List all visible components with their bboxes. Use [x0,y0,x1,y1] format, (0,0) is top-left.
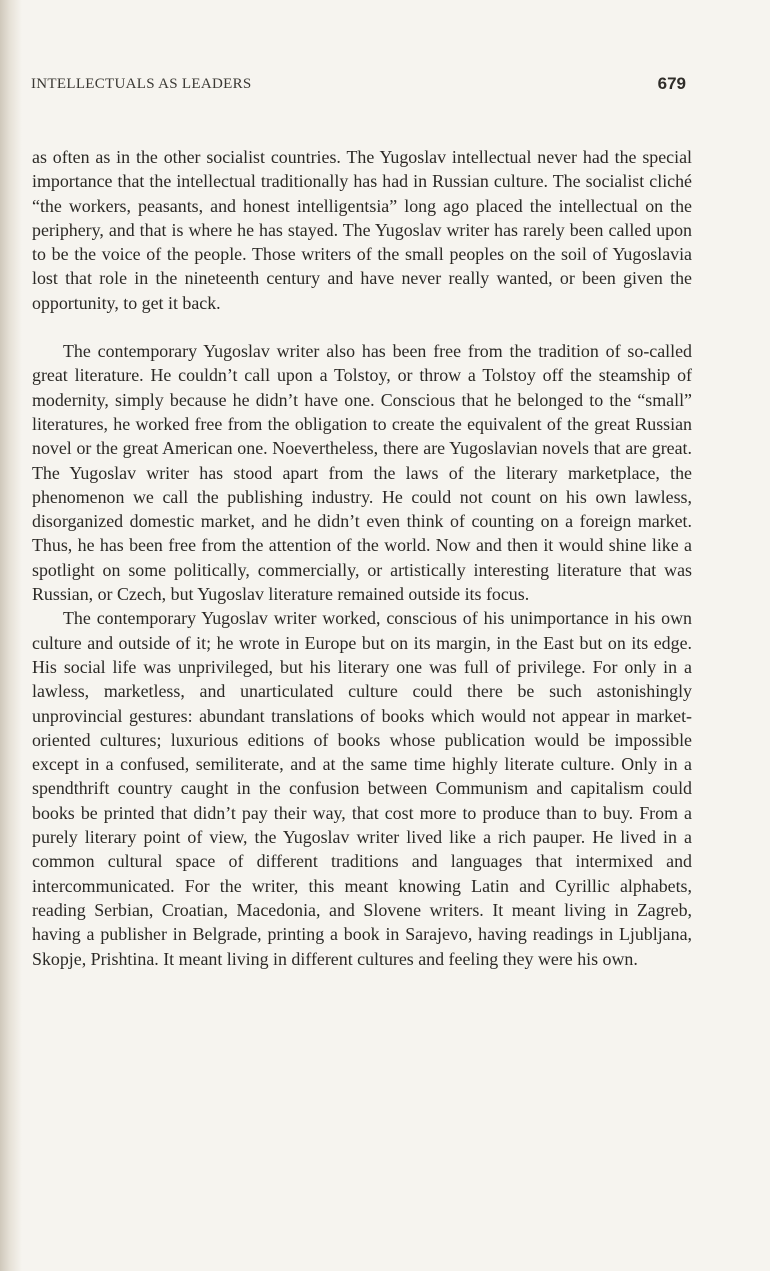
paragraph-3: The contemporary Yugoslav writer worked, conscious of his unimportance in his own culture and outside of it; he wrote in Europe but on its margin, in the East but on its edge. His social life was unprivileged, but his literary one was full of privilege. For only in a lawless, marketless, and unarticulated culture could there be such astonishingly unprovincial gestures: abundant translations of books which would not appear in market-oriented cultures; luxurious editions of books whose publication would be impossible except in a confused, semiliterate, and at the same time highly literate culture. Only in a spendthrift country caught in the confusion between Communism and capitalism could books be printed that didn’t pay their way, that cost more to produce than to buy. From a purely literary point of view, the Yugoslav writer lived like a rich pauper. He lived in a common cultural space of different traditions and languages that intermixed and intercommunicated. For the writer, this meant knowing Latin and Cyrillic alphabets, reading Serbian, Croatian, Macedonia, and Slovene writers. It meant living in Zagreb, having a publisher in Belgrade, printing a book in Sarajevo, having readings in Ljubljana, Skopje, Prishtina. It meant living in different cultures and feeling they were his own. [32,608,692,969]
binding-gutter-shadow [0,0,22,1271]
paragraph-2: The contemporary Yugoslav writer also has been free from the tradition of so-called great literature. He couldn’t call upon a Tolstoy, or throw a Tolstoy off the steamship of modernity, simply because he didn’t have one. Conscious that he belonged to the “small” literatures, he worked free from the obligation to create the equivalent of the great Russian novel or the great American one. Noevertheless, there are Yugoslavian novels that are great. The Yugoslav writer has stood apart from the laws of the literary marketplace, the phenomenon we call the publishing industry. He could not count on his own lawless, disorganized domestic market, and he didn’t even think of counting on a foreign market. Thus, he has been free from the attention of the world. Now and then it would shine like a spotlight on some politically, commercially, or artistically interesting literature that was Russian, or Czech, but Yugoslav literature remained outside its focus. [32,341,692,605]
paragraph-1: as often as in the other socialist countries. The Yugoslav intellectual never had the special importance that the intellectual traditionally has had in Russian culture. The socialist cliché “the workers, peasants, and honest intelligentsia” long ago placed the intellectual on the periphery, and that is where he has stayed. The Yugoslav writer has rarely been called upon to be the voice of the people. Those writers of the small peoples on the soil of Yugoslavia lost that role in the nineteenth century and have never really wanted, or been given the opportunity, to get it back. [32,147,692,313]
running-head-title: INTELLECTUALS AS LEADERS [31,76,252,92]
running-header [31,74,686,98]
page-number: 679 [657,74,686,93]
body-text [32,145,692,971]
